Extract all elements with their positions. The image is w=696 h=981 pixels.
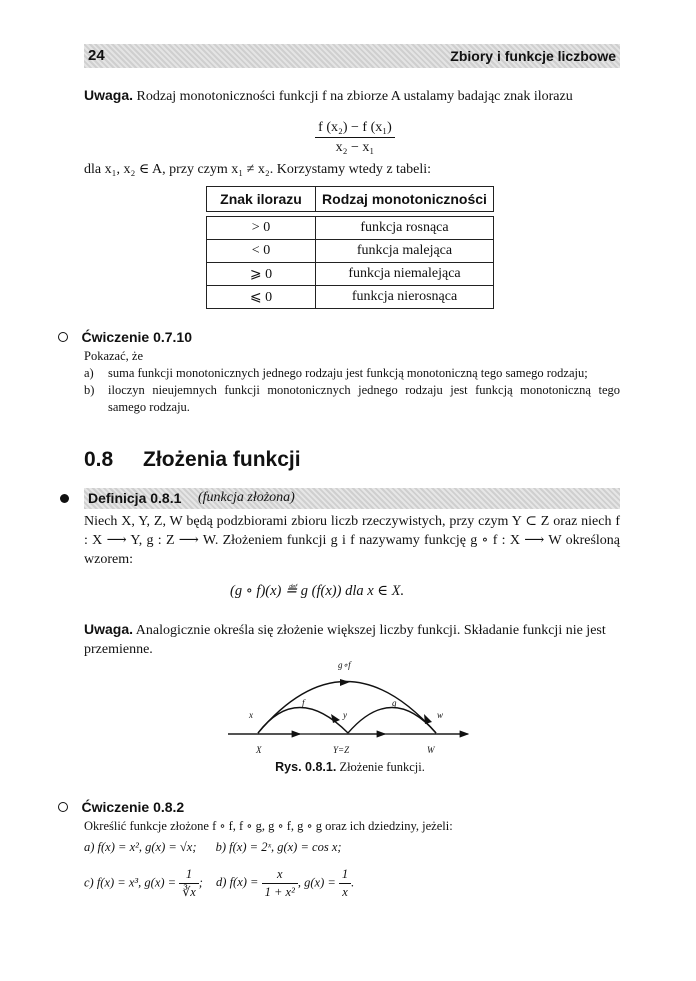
table-cell: < 0: [207, 240, 316, 263]
exercise-part-b: b) f(x) = 2ˣ, g(x) = cos x;: [215, 840, 342, 854]
exercise-0-8-2: [58, 798, 620, 901]
exercise-part-d: d) f(x) =: [216, 875, 259, 890]
exercise-title: Ćwiczenie 0.8.2: [81, 799, 185, 815]
exercise-line-cd: c) f(x) = x³, g(x) = $\frac{1}{∛x}$ ; d) f(x) = $\frac{x}{\text{1 + x²}}$ , g(x) = $\frac{1}{x}$ .: [84, 867, 355, 899]
remark-text: Rodzaj monotoniczności funkcji f na zbiorze A ustalamy badając znak ilorazu: [136, 89, 573, 104]
item-label: a): [84, 366, 94, 380]
arc-f-arrowhead: [331, 714, 340, 723]
label-x: x: [249, 710, 253, 720]
label-w: w: [437, 710, 444, 720]
exercise-part-c: c) f(x) = x³, g(x) =: [84, 875, 177, 890]
table-cell: ⩽ 0: [207, 286, 316, 309]
page-number: 24: [88, 47, 105, 64]
table-header: Znak ilorazu: [207, 187, 316, 212]
caption-label: Rys. 0.8.1.: [275, 760, 337, 774]
remark-label: Uwaga.: [84, 87, 134, 103]
exercise-circle-icon: [58, 802, 68, 812]
d2-numerator: 1: [339, 866, 351, 884]
exercise-part-d-mid: , g(x) =: [297, 875, 336, 890]
quotient-numerator: f (x₂) − f (x₁): [315, 118, 395, 138]
definition-subtitle: (funkcja złożona): [198, 490, 295, 505]
table-cell: > 0: [207, 217, 316, 240]
d2-denominator: x: [342, 885, 348, 899]
composition-formula: (g ∘ f)(x) ≝ g (f(x)) dla x ∈ X.: [230, 583, 405, 599]
label-g: g: [392, 698, 397, 708]
section-number: 0.8: [84, 448, 114, 471]
arc-g: [348, 708, 436, 734]
label-set-W: W: [427, 745, 435, 755]
remark-after: dla x₁, x₂ ∈ A, przy czym x₁ ≠ x₂. Korzystamy wtedy z tabeli:: [84, 162, 432, 177]
exercise-intro: Pokazać, że: [84, 349, 143, 363]
table-cell: funkcja nierosnąca: [316, 286, 494, 309]
remark-text: Analogicznie określa się złożenie większej liczby funkcji. Składanie funkcji nie jest przemienne.: [84, 623, 606, 657]
c-numerator: 1: [179, 866, 199, 884]
table-cell: funkcja niemalejąca: [316, 263, 494, 286]
item-label: b): [84, 383, 95, 397]
item-text: iloczyn nieujemnych funkcji monotonicznych jednego rodzaju jest funkcją monotoniczną tego samego rodzaju.: [108, 383, 620, 414]
arc-g-arrowhead: [424, 714, 432, 724]
table-header: Rodzaj monotoniczności: [316, 187, 494, 212]
exercise-line-ab: [84, 839, 620, 856]
label-f: f: [302, 698, 305, 708]
d-numerator: x: [262, 866, 298, 884]
table-cell: funkcja malejąca: [316, 240, 494, 263]
quotient-denominator: x₂ − x₁: [335, 140, 375, 155]
exercise-part-d-end: .: [351, 875, 355, 890]
caption-text: Złożenie funkcji.: [339, 760, 425, 774]
exercise-title: Ćwiczenie 0.7.10: [81, 329, 193, 345]
section-title: Złożenia funkcji: [143, 448, 301, 471]
label-set-YZ: Y=Z: [333, 745, 350, 755]
exercise-intro: Określić funkcje złożone f ∘ f, f ∘ g, g ∘ f, g ∘ g oraz ich dziedziny, jeżeli:: [84, 819, 453, 833]
label-y: y: [343, 710, 347, 720]
figure-caption: [200, 760, 500, 775]
definition-label: Definicja 0.8.1: [88, 490, 182, 506]
arc-gof: [258, 682, 436, 734]
d-denominator: 1 + x²: [264, 885, 295, 899]
label-set-X: X: [256, 745, 262, 755]
definition-text: Niech X, Y, Z, W będą podzbiorami zbioru liczb rzeczywistych, przy czym Y ⊂ Z oraz niech f : X ⟶ Y, g : Z ⟶ W. Złożeniem funkcji g i f nazywamy funkcję g ∘ f : X ⟶ W określoną wzorem:: [84, 514, 620, 567]
table-cell: ⩾ 0: [207, 263, 316, 286]
item-text: suma funkcji monotonicznych jednego rodzaju jest funkcją monotoniczną tego samego rodzaju;: [108, 366, 588, 380]
arc-gof-arrowhead: [340, 679, 350, 686]
c-denominator: ∛x: [182, 885, 196, 899]
exercise-part-a: a) f(x) = x², g(x) = √x;: [84, 840, 197, 854]
running-title: Zbiory i funkcje liczbowe: [450, 48, 616, 64]
label-gof: g∘f: [338, 660, 351, 670]
remark-label: Uwaga.: [84, 621, 134, 637]
table-cell: funkcja rosnąca: [316, 217, 494, 240]
